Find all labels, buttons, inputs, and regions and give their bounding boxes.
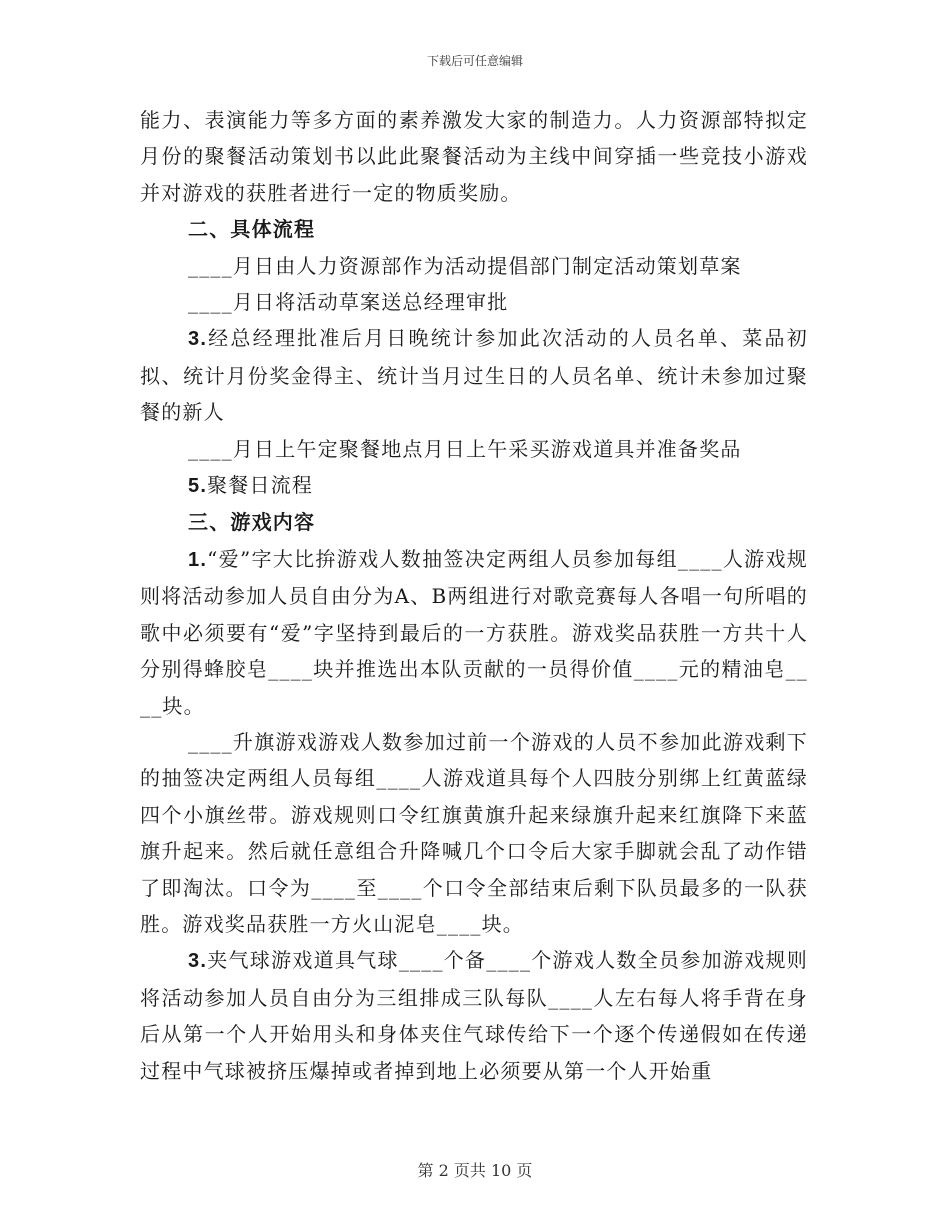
paragraph [140, 942, 808, 1089]
page-header: 下载后可任意编辑 [426, 54, 523, 68]
list-number: 3. [188, 328, 208, 351]
list-number: 3. [188, 950, 208, 973]
paragraph: ____月日由人力资源部作为活动提倡部门制定活动策划草案 [188, 253, 742, 278]
paragraph: ____升旗游戏游戏人数参加过前一个游戏的人员不参加此游戏剩下的抽签决定两组人员每组____人游戏道具每个人四肢分别绑上红黄蓝绿四个小旗丝带。游戏规则口令红旗黄旗升起来绿旗升起来红旗降下来蓝旗升起来。然后就任意组合升降喊几个口令后大家手脚就会乱了动作错了即淘汰。口令为____至____个口令全部结束后剩下队员最多的一队获胜。游戏奖品获胜一方火山泥皂____块。 [140, 729, 808, 936]
section-heading: 三、游戏内容 [188, 510, 316, 535]
section-heading: 二、具体流程 [188, 217, 316, 242]
page-footer: 第 2 页共 10 页 [417, 1161, 533, 1180]
list-number: 5. [188, 475, 208, 498]
list-number: 1. [188, 548, 208, 571]
paragraph [140, 541, 808, 724]
paragraph: ____月日上午定聚餐地点月日上午采买游戏道具并准备奖品 [188, 436, 742, 461]
paragraph-text: 聚餐日流程 [207, 473, 314, 498]
paragraph: ____月日将活动草案送总经理审批 [188, 290, 509, 315]
paragraph-text: 夹气球游戏道具气球____个备____个游戏人数全员参加游戏规则将活动参加人员自由分为三组排成三队每队____人左右每人将手背在身后从第一个人开始用头和身体夹住气球传给下一个逐个传递假如在传递过程中气球被挤压爆掉或者掉到地上必须要从第一个人开始重 [140, 948, 808, 1083]
paragraph [140, 320, 808, 430]
paragraph [140, 467, 808, 504]
paragraph-text: “爱”字大比拚游戏人数抽签决定两组人员参加每组____人游戏规则将活动参加人员自由分为A、B两组进行对歌竞赛每人各唱一句所唱的歌中必须要有“爱”字坚持到最后的一方获胜。游戏奖品获胜一方共十人分别得蜂胶皂____块并推选出本队贡献的一员得价值____元的精油皂____块。 [140, 546, 808, 718]
paragraph: 能力、表演能力等多方面的素养激发大家的制造力。人力资源部特拟定月份的聚餐活动策划书以此此聚餐活动为主线中间穿插一些竞技小游戏并对游戏的获胜者进行一定的物质奖励。 [140, 108, 808, 205]
document-body [140, 102, 808, 1089]
paragraph-text: 经总经理批准后月日晚统计参加此次活动的人员名单、菜品初拟、统计月份奖金得主、统计当月过生日的人员名单、统计未参加过聚餐的新人 [140, 326, 808, 425]
